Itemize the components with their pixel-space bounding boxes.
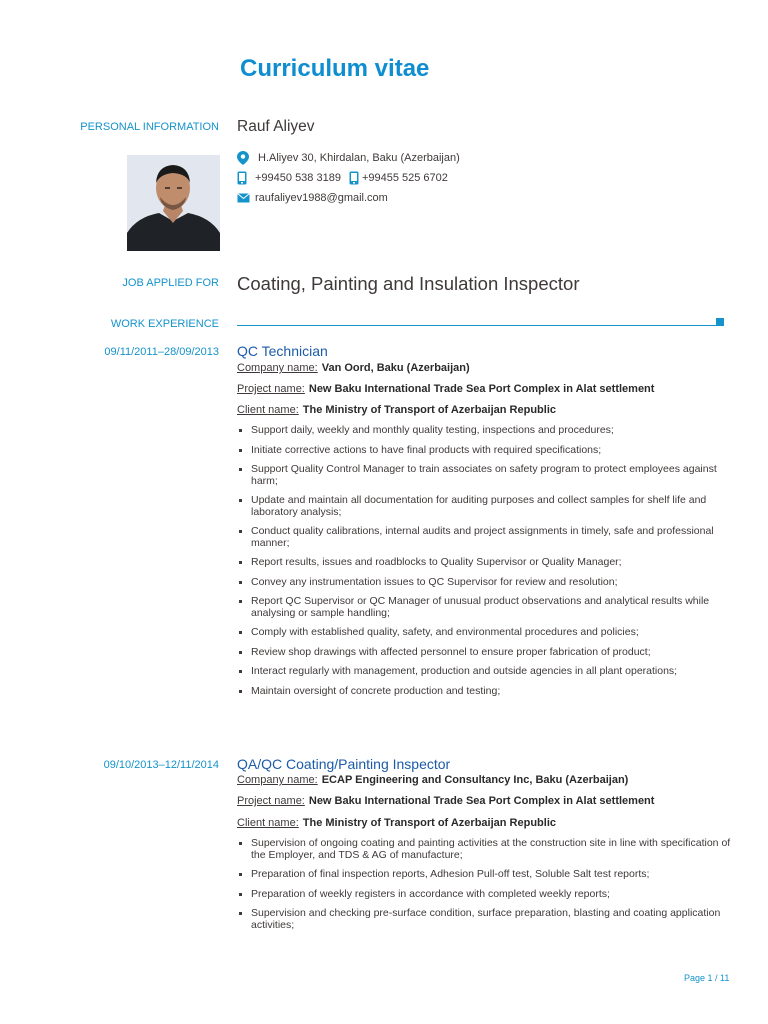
- responsibilities-list: [237, 838, 732, 939]
- experience-dates: 09/10/2013–12/11/2014: [103, 759, 219, 771]
- project-value: New Baku International Trade Sea Port Complex in Alat settlement: [308, 383, 655, 395]
- client-row: [237, 817, 556, 829]
- responsibility-item: Report results, issues and roadblocks to Quality Supervisor or Quality Manager;: [237, 557, 732, 569]
- profile-photo-image: [127, 155, 220, 251]
- responsibility-item: Preparation of final inspection reports, Adhesion Pull-off test, Soluble Salt test reports;: [237, 869, 732, 881]
- cv-title: Curriculum vitae: [240, 55, 430, 82]
- client-label: Client name:: [237, 817, 299, 829]
- section-divider-line: [237, 325, 717, 326]
- phone-2-text[interactable]: +99455 525 6702: [361, 172, 448, 184]
- responsibility-item: Supervision of ongoing coating and painting activities at the construction site in line with specification of the Employer, and TDS & AG of manufacture;: [237, 838, 732, 861]
- responsibility-item: Report QC Supervisor or QC Manager of unusual product observations and analytical results while analysing or sample handling;: [237, 596, 732, 619]
- phone-row: [237, 171, 448, 185]
- envelope-icon: [237, 193, 255, 203]
- company-value: Van Oord, Baku (Azerbaijan): [321, 362, 470, 374]
- person-name: Rauf Aliyev: [237, 118, 315, 135]
- section-divider-square: [716, 318, 724, 326]
- project-row: [237, 383, 654, 395]
- job-applied-title: Coating, Painting and Insulation Inspector: [237, 273, 580, 294]
- responsibilities-list: [237, 425, 732, 705]
- responsibility-item: Support Quality Control Manager to train associates on safety program to protect employees against harm;: [237, 464, 732, 487]
- company-label: Company name:: [237, 774, 318, 786]
- project-label: Project name:: [237, 795, 305, 807]
- phone-1-text[interactable]: +99450 538 3189: [255, 172, 341, 184]
- client-label: Client name:: [237, 404, 299, 416]
- address-row: [237, 151, 460, 165]
- company-label: Company name:: [237, 362, 318, 374]
- project-value: New Baku International Trade Sea Port Complex in Alat settlement: [308, 795, 655, 807]
- responsibility-item: Supervision and checking pre-surface condition, surface preparation, blasting and coating application activities;: [237, 908, 732, 931]
- address-text: H.Aliyev 30, Khirdalan, Baku (Azerbaijan): [258, 152, 460, 164]
- section-label-personal-information: PERSONAL INFORMATION: [80, 121, 219, 133]
- experience-dates: 09/11/2011–28/09/2013: [104, 346, 219, 358]
- project-row: [237, 795, 654, 807]
- client-row: [237, 404, 556, 416]
- page-number: Page 1 / 11: [684, 973, 730, 983]
- responsibility-item: Convey any instrumentation issues to QC Supervisor for review and resolution;: [237, 577, 732, 589]
- responsibility-item: Preparation of weekly registers in accordance with completed weekly reports;: [237, 889, 732, 901]
- responsibility-item: Comply with established quality, safety, and environmental procedures and policies;: [237, 627, 732, 639]
- project-label: Project name:: [237, 383, 305, 395]
- email-row: [237, 192, 388, 204]
- responsibility-item: Conduct quality calibrations, internal audits and project assignments in timely, safe and professional manner;: [237, 526, 732, 549]
- responsibility-item: Initiate corrective actions to have final products with required specifications;: [237, 445, 732, 457]
- company-value: ECAP Engineering and Consultancy Inc, Baku (Azerbaijan): [321, 774, 629, 786]
- position-title: QC Technician: [237, 343, 328, 359]
- email-link[interactable]: raufaliyev1988@gmail.com: [255, 192, 388, 204]
- company-row: [237, 774, 628, 786]
- section-label-job-applied-for: JOB APPLIED FOR: [122, 277, 219, 289]
- section-label-work-experience: WORK EXPERIENCE: [110, 318, 219, 330]
- responsibility-item: Maintain oversight of concrete production and testing;: [237, 686, 732, 698]
- profile-photo: [127, 155, 220, 251]
- responsibility-item: Support daily, weekly and monthly quality testing, inspections and procedures;: [237, 425, 732, 437]
- client-value: The Ministry of Transport of Azerbaijan Republic: [302, 404, 556, 416]
- responsibility-item: Interact regularly with management, production and outside agencies in all plant operations;: [237, 666, 732, 678]
- company-row: [237, 362, 470, 374]
- position-title: QA/QC Coating/Painting Inspector: [237, 756, 451, 772]
- mobile-phone-icon: [237, 171, 255, 185]
- responsibility-item: Update and maintain all documentation for auditing purposes and collect samples for shelf life and laboratory analysis;: [237, 495, 732, 518]
- responsibility-item: Review shop drawings with affected personnel to ensure proper fabrication of product;: [237, 647, 732, 659]
- mobile-phone-icon: [349, 171, 362, 185]
- client-value: The Ministry of Transport of Azerbaijan Republic: [302, 817, 556, 829]
- location-pin-icon: [237, 151, 258, 165]
